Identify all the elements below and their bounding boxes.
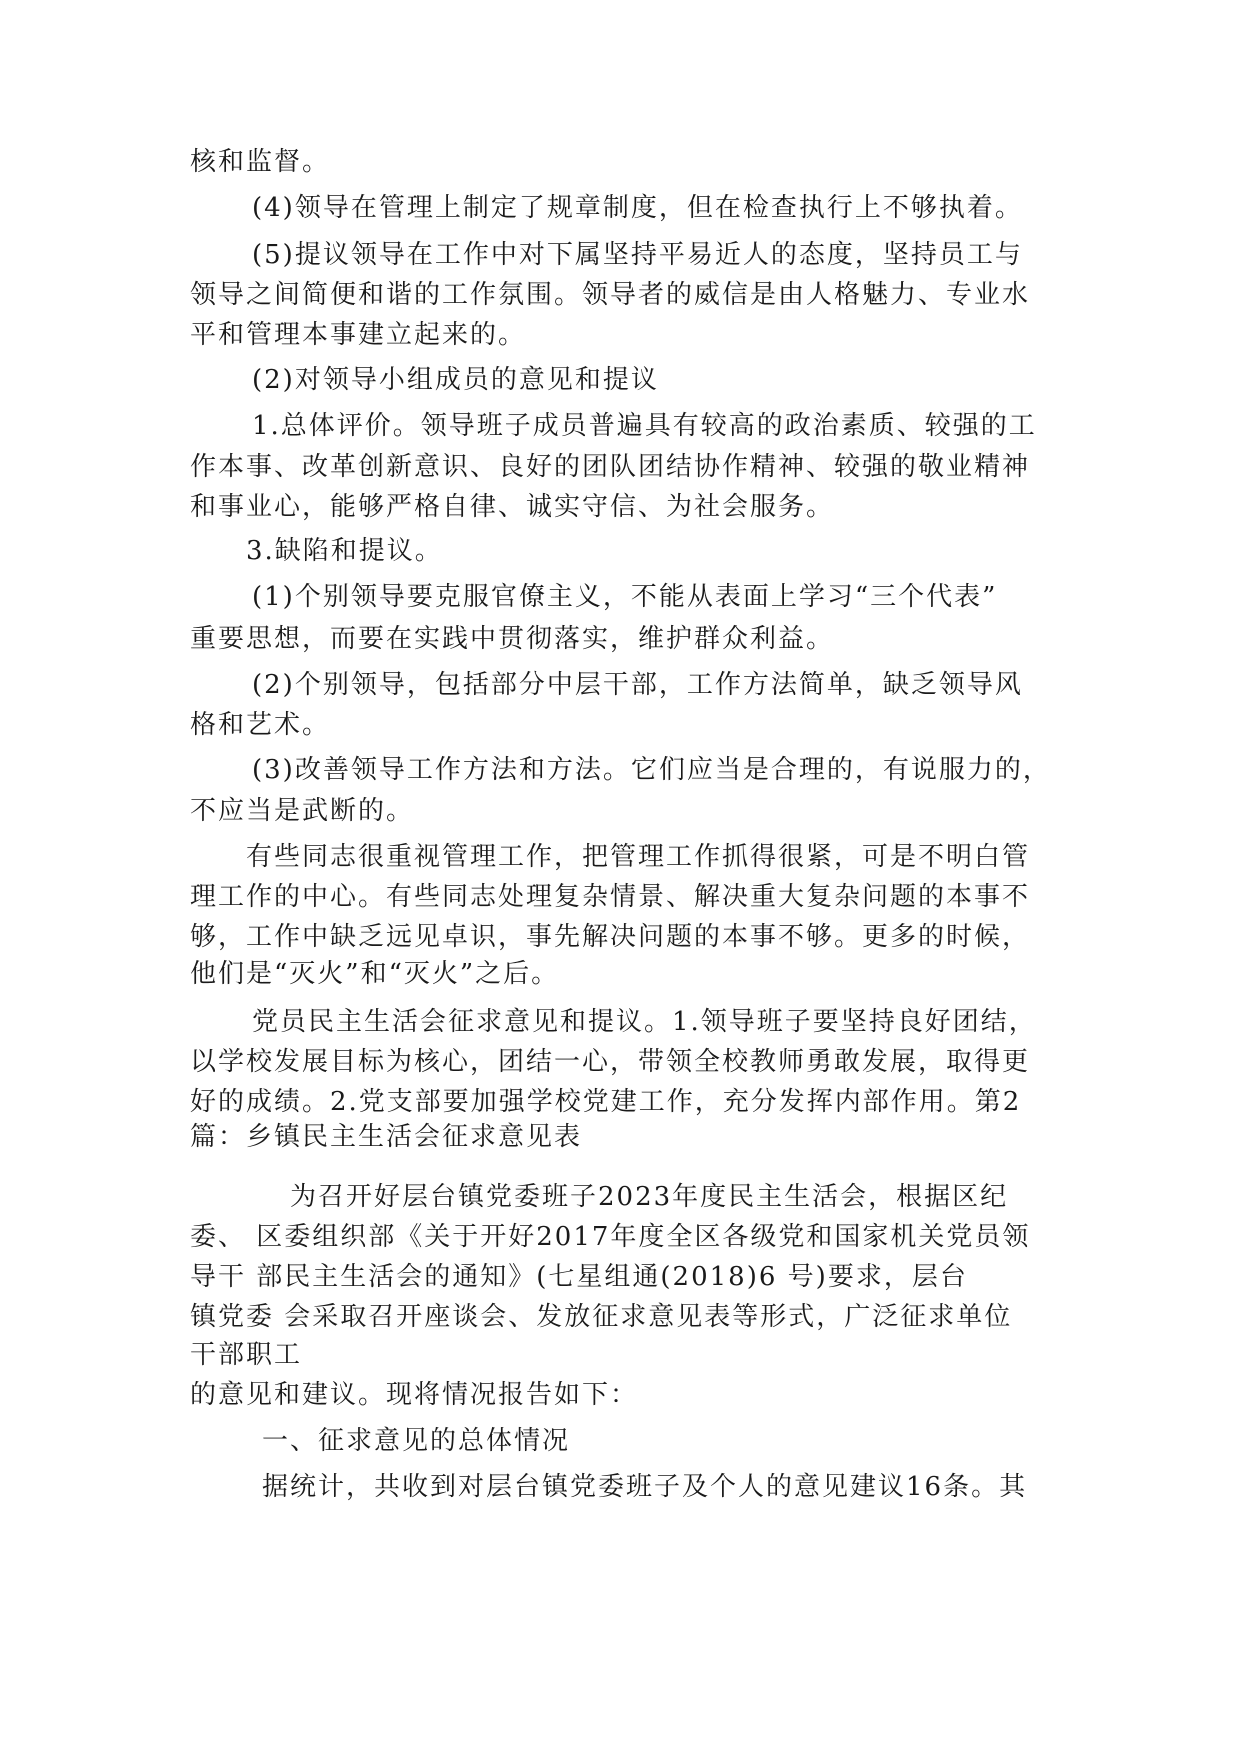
text-line: (5)提议领导在工作中对下属坚持平易近人的态度，坚持员工与: [252, 240, 1023, 270]
section-heading: 一、征求意见的总体情况: [262, 1426, 571, 1456]
text-line: 好的成绩。2.党支部要加强学校党建工作，充分发挥内部作用。第2: [190, 1087, 1022, 1117]
text-line: (4)领导在管理上制定了规章制度，但在检查执行上不够执着。: [252, 193, 1023, 223]
text-line: 3.缺陷和提议。: [246, 536, 443, 566]
text-line: (3)改善领导工作方法和方法。它们应当是合理的，有说服力的，: [252, 755, 1051, 785]
text-line: 重要思想，而要在实践中贯彻落实，维护群众利益。: [190, 624, 835, 654]
text-line: 干部职工: [190, 1340, 303, 1370]
text-line: (2)个别领导，包括部分中层干部，工作方法简单，缺乏领导风: [252, 670, 1023, 700]
text-line: 党员民主生活会征求意见和提议。1.领导班子要坚持良好团结，: [252, 1007, 1037, 1037]
text-line: 作本事、改革创新意识、良好的团队团结协作精神、较强的敬业精神: [190, 452, 1031, 482]
text-line: 领导之间简便和谐的工作氛围。领导者的威信是由人格魅力、专业水: [190, 280, 1031, 310]
text-line: 委、 区委组织部《关于开好2017年度全区各级党和国家机关党员领: [190, 1222, 1031, 1252]
text-line: 的意见和建议。现将情况报告如下：: [190, 1380, 639, 1410]
text-line: (1)个别领导要克服官僚主义，不能从表面上学习“三个代表”: [252, 582, 998, 612]
text-line: 导干 部民主生活会的通知》(七星组通(2018)6 号)要求，层台: [190, 1262, 968, 1292]
text-line: 镇党委 会采取召开座谈会、发放征求意见表等形式，广泛征求单位: [190, 1302, 1013, 1332]
text-line: 以学校发展目标为核心，团结一心，带领全校教师勇敢发展，取得更: [190, 1047, 1031, 1077]
text-line: 理工作的中心。有些同志处理复杂情景、解决重大复杂问题的本事不: [190, 882, 1031, 912]
text-line: 为召开好层台镇党委班子2023年度民主生活会，根据区纪: [290, 1182, 1009, 1212]
text-line: 篇：乡镇民主生活会征求意见表: [190, 1122, 583, 1152]
text-line: 他们是“灭火”和“灭火”之后。: [190, 959, 560, 989]
text-line: 格和艺术。: [190, 710, 331, 740]
text-line: 够，工作中缺乏远见卓识，事先解决问题的本事不够。更多的时候，: [190, 922, 1031, 952]
text-line: 1.总体评价。领导班子成员普遍具有较高的政治素质、较强的工: [252, 411, 1037, 441]
text-line: 平和管理本事建立起来的。: [190, 320, 527, 350]
text-line: 和事业心，能够严格自律、诚实守信、为社会服务。: [190, 492, 835, 522]
section-heading: (2)对领导小组成员的意见和提议: [252, 365, 659, 395]
text-line: 不应当是武断的。: [190, 796, 415, 826]
text-line: 核和监督。: [190, 147, 331, 177]
text-line: 据统计，共收到对层台镇党委班子及个人的意见建议16条。其: [262, 1472, 1028, 1502]
text-line: 有些同志很重视管理工作，把管理工作抓得很紧，可是不明白管: [246, 842, 1031, 872]
